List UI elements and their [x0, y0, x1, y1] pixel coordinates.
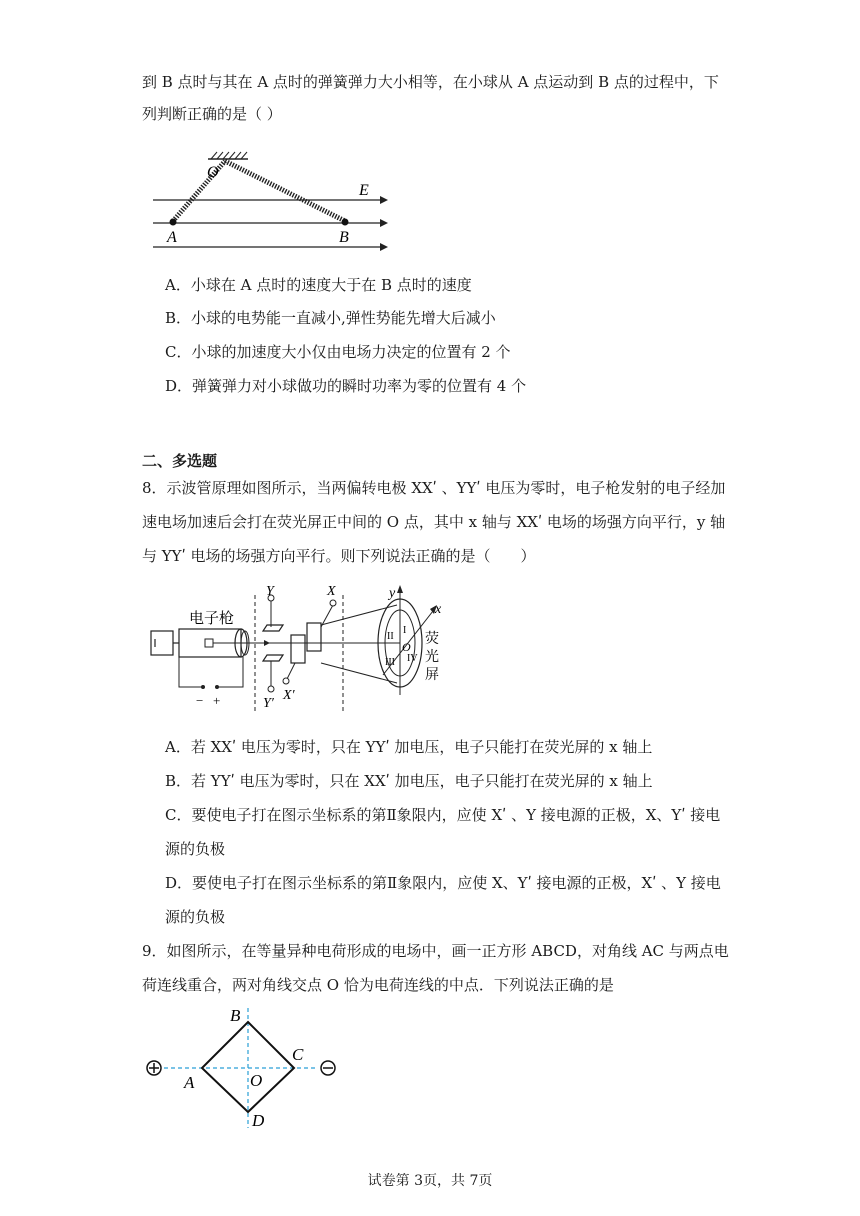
q8-option-a: A．若 XXʹ 电压为零时，只在 YYʹ 加电压，电子只能打在荧光屏的 x 轴上 [165, 738, 653, 756]
page-footer: 试卷第 3页，共 7页 [367, 1173, 493, 1189]
q8-stem-line-3: 与 YYʹ 电场的场强方向平行。则下列说法正确的是（ ） [142, 547, 536, 565]
q8-option-c-line-1: C．要使电子打在图示坐标系的第Ⅱ象限内，应使 Xʹ 、Y 接电源的正极，X、Yʹ 接电 [165, 806, 721, 824]
screen-label-2: 光 [425, 650, 439, 665]
q8-option-c-line-2: 源的负极 [165, 840, 226, 858]
label-B: B [339, 229, 349, 246]
point-C-label: C [292, 1045, 304, 1064]
screen-origin-label: O [402, 640, 411, 654]
q7-option-d: D．弹簧弹力对小球做功的瞬时功率为零的位置有 4 个 [165, 377, 527, 395]
q8-option-b: B．若 YYʹ 电压为零时，只在 XXʹ 加电压，电子只能打在荧光屏的 x 轴上 [165, 772, 653, 790]
q7-stem-line-2: 列判断正确的是（ ） [142, 105, 282, 123]
label-O: O [207, 164, 219, 181]
electron-gun-label: 电子枪 [189, 611, 235, 627]
x-axis-label: x [435, 602, 442, 617]
point-D-label: D [252, 1111, 265, 1130]
q9-figure-square-charges [140, 1004, 350, 1132]
q7-option-a: A．小球在 A 点时的速度大于在 B 点时的速度 [165, 276, 472, 294]
label-E: E [359, 182, 369, 199]
quadrant-2-label: II [387, 631, 394, 642]
q8-option-d-line-2: 源的负极 [165, 908, 226, 926]
section-title: 二、多选题 [142, 452, 218, 470]
y-prime-plate-label: Y′ [263, 696, 274, 711]
q8-figure-oscilloscope [145, 583, 445, 718]
q7-stem-line-1: 到 B 点时与其在 A 点时的弹簧弹力大小相等，在小球从 A 点运动到 B 点的过程中，下 [142, 73, 719, 91]
screen-label-3: 屏 [425, 668, 439, 683]
x-plate-label: X [327, 584, 336, 599]
gun-minus-label: − [196, 693, 204, 708]
q7-figure-spring-field [145, 145, 405, 255]
label-A: A [167, 229, 177, 246]
q9-stem-line-2: 荷连线重合，两对角线交点 O 恰为电荷连线的中点．下列说法正确的是 [142, 976, 614, 994]
gun-plus-label: + [213, 693, 221, 708]
quadrant-1-label: I [403, 625, 407, 636]
point-B-label: B [230, 1006, 241, 1025]
q8-stem-line-1: 8．示波管原理如图所示，当两偏转电极 XXʹ 、YYʹ 电压为零时，电子枪发射的电子经加 [142, 479, 726, 497]
y-plate-label: Y [266, 584, 274, 599]
y-axis-label: y [389, 586, 396, 601]
q7-option-b: B．小球的电势能一直减小,弹性势能先增大后减小 [165, 309, 496, 327]
q8-stem-line-2: 速电场加速后会打在荧光屏正中间的 O 点，其中 x 轴与 XXʹ 电场的场强方向平行，y 轴 [142, 513, 726, 531]
q8-option-d-line-1: D．要使电子打在图示坐标系的第Ⅱ象限内，应使 X、Yʹ 接电源的正极，Xʹ 、Y 接电 [165, 874, 721, 892]
point-A-label: A [184, 1073, 195, 1092]
quadrant-3-label: III [385, 657, 395, 668]
screen-label-1: 荧 [425, 632, 439, 647]
q9-stem-line-1: 9．如图所示，在等量异种电荷形成的电场中，画一正方形 ABCD，对角线 AC 与两点电 [142, 942, 729, 960]
x-prime-plate-label: X′ [283, 688, 295, 703]
q7-option-c: C．小球的加速度大小仅由电场力决定的位置有 2 个 [165, 343, 511, 361]
point-O-label: O [250, 1071, 263, 1090]
quadrant-4-label: IV [407, 653, 418, 664]
